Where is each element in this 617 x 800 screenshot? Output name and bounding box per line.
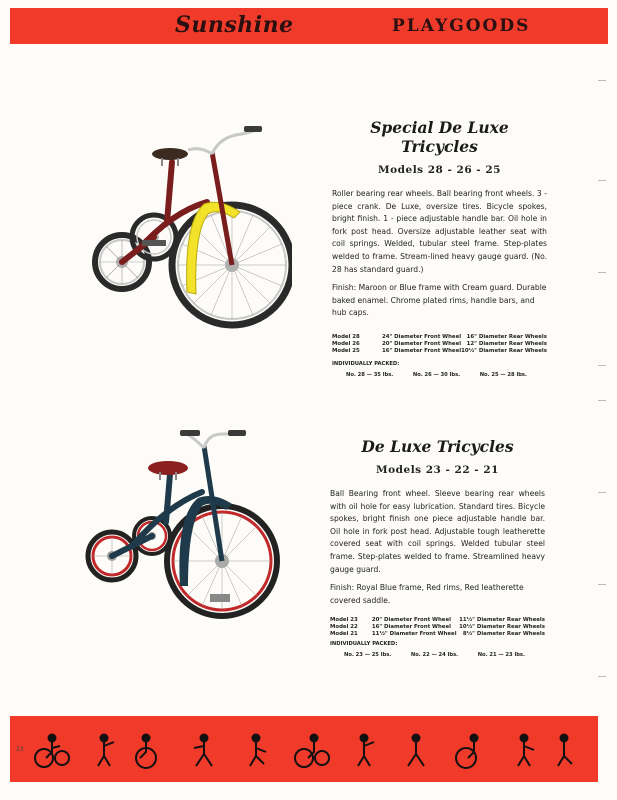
packed-label: INDIVIDUALLY PACKED: xyxy=(332,360,400,367)
margin-tick xyxy=(598,492,606,493)
weight-item: No. 28 — 35 lbs. xyxy=(346,371,394,378)
product-deluxe xyxy=(330,437,545,658)
margin-tick xyxy=(598,365,606,366)
product-title: Special De Luxe Tricycles xyxy=(370,118,509,156)
table-row: Model 22 16" Diameter Front Wheel 10½" Diameter Rear Wheels xyxy=(330,624,545,631)
weight-item: No. 22 — 24 lbs. xyxy=(410,652,459,659)
child-figure xyxy=(35,734,69,767)
section-title: PLAYGOODS xyxy=(392,16,531,36)
table-row: Model 21 11½" Diameter Front Wheel 8½" Diameter Rear Wheels xyxy=(330,631,545,638)
product-description: Ball Bearing front wheel. Sleeve bearing rear wheels with oil hole for easy lubrication. Standard tires. Bicycle spokes, bright finish one piece adjustable handle bar. Oil hole in fork post head. Adjustable tough leatherette covered seat with coil springs. Welded tubular steel frame. Step-plates welded to frame. Streamlined heavy gauge guard. xyxy=(330,489,545,574)
margin-tick xyxy=(598,80,606,81)
handlebar-grip xyxy=(244,126,262,132)
footer-banner xyxy=(10,716,598,782)
handlebar-grip xyxy=(228,430,246,436)
handlebar-grip xyxy=(180,430,200,436)
table-row: Model 28 24" Diameter Front Wheel 16" Diameter Rear Wheels xyxy=(332,333,547,340)
child-figure xyxy=(408,734,424,766)
margin-tick xyxy=(598,584,606,585)
weight-item: No. 23 — 25 lbs. xyxy=(344,652,392,659)
seat xyxy=(148,461,188,475)
margin-tick xyxy=(598,180,606,181)
brand-name: Sunshine xyxy=(175,12,294,38)
product-description: Roller bearing rear wheels. Ball bearing front wheels. 3 - piece crank. De Luxe, oversize tires. Bicycle spokes, bright finish. 1 - piece adjustable handle bar. Oil hole in fork post head. Oversize adjustable leather seat with coil springs. Welded, tubular steel frame. Step-plates welded to frame. Stream-lined heavy gauge guard. (No. 28 has standard guard.) xyxy=(332,189,547,274)
margin-tick xyxy=(598,676,606,677)
child-figure xyxy=(194,734,212,766)
child-figure xyxy=(558,734,572,766)
weight-item: No. 21 — 23 lbs. xyxy=(477,652,525,659)
page-number: 23 xyxy=(16,746,24,753)
child-figure xyxy=(456,734,478,768)
seat xyxy=(152,148,188,160)
deluxe-tricycle-illustration xyxy=(82,426,287,626)
margin-tick xyxy=(598,400,606,401)
product-models: Models 23 - 22 - 21 xyxy=(376,464,499,476)
special-deluxe-tricycle-illustration xyxy=(92,122,292,334)
child-figure xyxy=(518,734,534,766)
margin-tick xyxy=(598,272,606,273)
spec-table xyxy=(330,617,545,638)
table-row: Model 25 16" Diameter Front Wheel 10½" Diameter Rear Wheels xyxy=(332,347,547,354)
children-illustration-strip xyxy=(24,728,584,770)
spec-table xyxy=(332,334,547,355)
child-figure xyxy=(295,734,329,767)
table-row: Model 26 20" Diameter Front Wheel 12" Diameter Rear Wheels xyxy=(332,340,547,347)
weight-item: No. 26 — 30 lbs. xyxy=(412,371,461,378)
weight-item: No. 25 — 28 lbs. xyxy=(479,371,527,378)
header-banner xyxy=(10,8,603,44)
product-finish: Finish: Royal Blue frame, Red rims, Red leatherette covered saddle. xyxy=(330,583,524,605)
packed-weights xyxy=(330,652,545,658)
child-figure xyxy=(358,734,374,766)
child-figure xyxy=(98,734,114,766)
product-finish: Finish: Maroon or Blue frame with Cream guard. Durable baked enamel. Chrome plated rims, handle bars, and hub caps. xyxy=(332,283,547,318)
child-figure xyxy=(250,734,266,766)
table-row: Model 23 20" Diameter Front Wheel 11½" Diameter Rear Wheels xyxy=(330,617,545,624)
product-title: De Luxe Tricycles xyxy=(361,437,514,456)
handlebar xyxy=(186,434,238,448)
packed-weights xyxy=(332,372,547,378)
product-models: Models 28 - 26 - 25 xyxy=(378,164,501,176)
packed-label: INDIVIDUALLY PACKED: xyxy=(330,641,398,648)
product-special-deluxe xyxy=(332,118,547,378)
pedal xyxy=(210,594,230,602)
step-plate xyxy=(142,240,166,246)
page-tab xyxy=(600,8,608,44)
child-figure xyxy=(136,734,156,768)
